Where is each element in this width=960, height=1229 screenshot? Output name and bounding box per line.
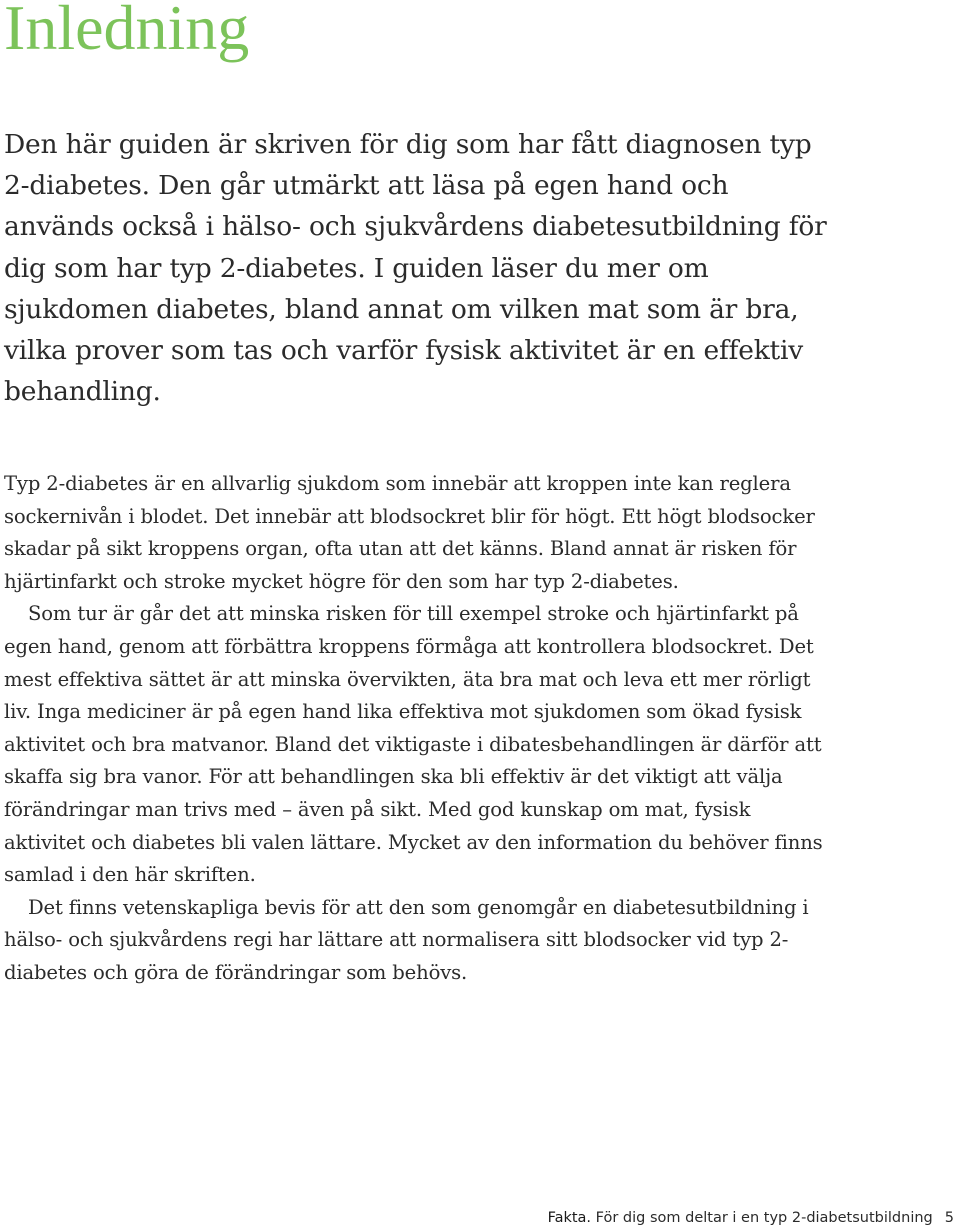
body-paragraph-3: Det finns vetenskapliga bevis för att den som genomgår en diabetesutbildning i hälso- och sjukvårdens regi har lättare att normalisera sitt blodsocker vid typ 2-diabetes och göra de förändringar som behövs.	[4, 895, 809, 984]
footer-text: För dig som deltar i en typ 2-diabetsutbildning	[591, 1210, 933, 1226]
page-footer	[548, 1209, 954, 1227]
footer-brand: Fakta.	[547, 1210, 592, 1226]
body-text	[4, 468, 834, 990]
lead-paragraph: Den här guiden är skriven för dig som har fått diagnosen typ 2-diabetes. Den går utmärkt att läsa på egen hand och används också i hälso- och sjukvårdens diabetesutbildning för dig som har typ 2-diabetes. I guiden läser du mer om sjukdomen diabetes, bland annat om vilken mat som är bra, vilka prover som tas och varför fysisk aktivitet är en effektiv behandling.	[4, 129, 827, 408]
body-paragraph-2: Som tur är går det att minska risken för till exempel stroke och hjärtinfarkt på egen hand, genom att förbättra kroppens förmåga att kontrollera blodsockret. Det mest effektiva sättet är att minska övervikten, äta bra mat och leva ett mer rörligt liv. Inga mediciner är på egen hand lika effektiva mot sjukdomen som ökad fysisk aktivitet och bra matvanor. Bland det viktigaste i dibatesbehandlingen är därför att skaffa sig bra vanor. För att behandlingen ska bli effektiv är det viktigt att välja förändringar man trivs med – även på sikt. Med god kunskap om mat, fysisk aktivitet och diabetes bli valen lättare. Mycket av den information du behöver finns samlad i den här skriften.	[4, 602, 823, 887]
page-title: Inledning	[4, 0, 250, 63]
body-paragraph-1: Typ 2-diabetes är en allvarlig sjukdom som innebär att kroppen inte kan reglera sockernivån i blodet. Det innebär att blodsockret blir för högt. Ett högt blodsocker skadar på sikt kroppens organ, ofta utan att det känns. Bland annat är risken för hjärtinfarkt och stroke mycket högre för den som har typ 2-diabetes.	[4, 472, 815, 593]
page-number: 5	[944, 1210, 954, 1226]
